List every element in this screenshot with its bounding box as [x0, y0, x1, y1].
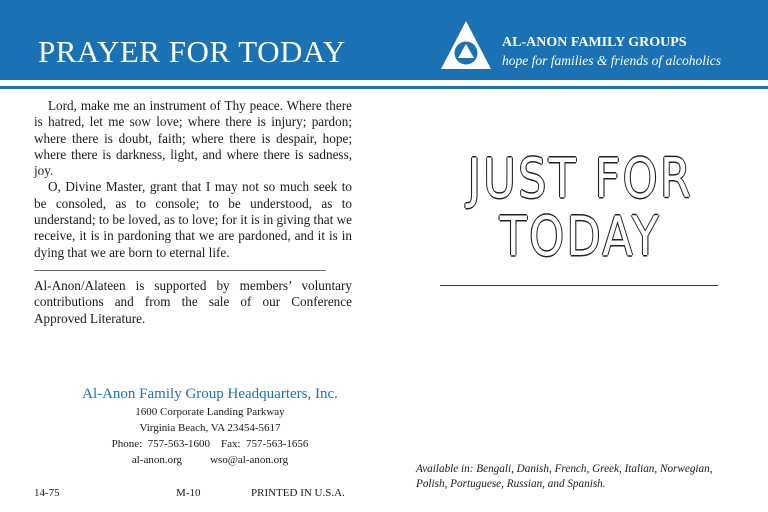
cover-title	[430, 147, 730, 268]
org-tagline: hope for families & friends of alcoholics	[502, 53, 721, 68]
email-link[interactable]: wso@al-anon.org	[210, 454, 289, 466]
website-link[interactable]: al-anon.org	[131, 454, 183, 466]
cover-divider	[440, 285, 718, 286]
phone-fax-line: Phone: 757-563-1600 Fax: 757-563-1656	[111, 438, 309, 450]
divider	[34, 270, 326, 271]
catalog-code: M-10	[176, 487, 201, 499]
headquarters-name: Al-Anon Family Group Headquarters, Inc.	[82, 386, 338, 402]
support-note: Al-Anon/Alateen is supported by members’ voluntary contributions and from the sale of our Conference Approved Literature.	[34, 278, 352, 326]
cover-title-line-1: JUST FOR	[467, 147, 693, 210]
address-street: 1600 Corporate Landing Parkway	[135, 406, 285, 418]
printed-in-note: PRINTED IN U.S.A.	[251, 487, 345, 499]
cover-title-line-2: TODAY	[499, 205, 661, 268]
headquarters-address	[30, 384, 390, 468]
item-code: 14-75	[34, 487, 60, 499]
prayer-text	[34, 98, 352, 261]
web-contact-line	[30, 452, 390, 468]
page-title: PRAYER FOR TODAY	[38, 34, 346, 69]
banner-underline	[0, 86, 768, 89]
org-name: AL-ANON FAMILY GROUPS	[502, 35, 687, 50]
prayer-paragraph-2: O, Divine Master, grant that I may not so much seek to be consoled, as to console; to be understood, as to understand; to be loved, as to love; for it is in giving that we receive, it is in pardoning that we are pardoned, and it is in dying that we are born to eternal life.	[34, 179, 352, 260]
languages-note: Available in: Bengali, Danish, French, Greek, Italian, Norwegian, Polish, Portuguese, Russian, and Spanish.	[416, 463, 713, 490]
triangle-in-circle-logo-icon	[440, 20, 492, 70]
prayer-paragraph-1: Lord, make me an instrument of Thy peace. Where there is hatred, let me sow love; where there is injury; pardon; where there is doubt, faith; where there is despair, hope; where there is darkness, light, and where there is sadness, joy.	[34, 98, 352, 179]
address-city: Virginia Beach, VA 23454-5617	[139, 422, 281, 434]
